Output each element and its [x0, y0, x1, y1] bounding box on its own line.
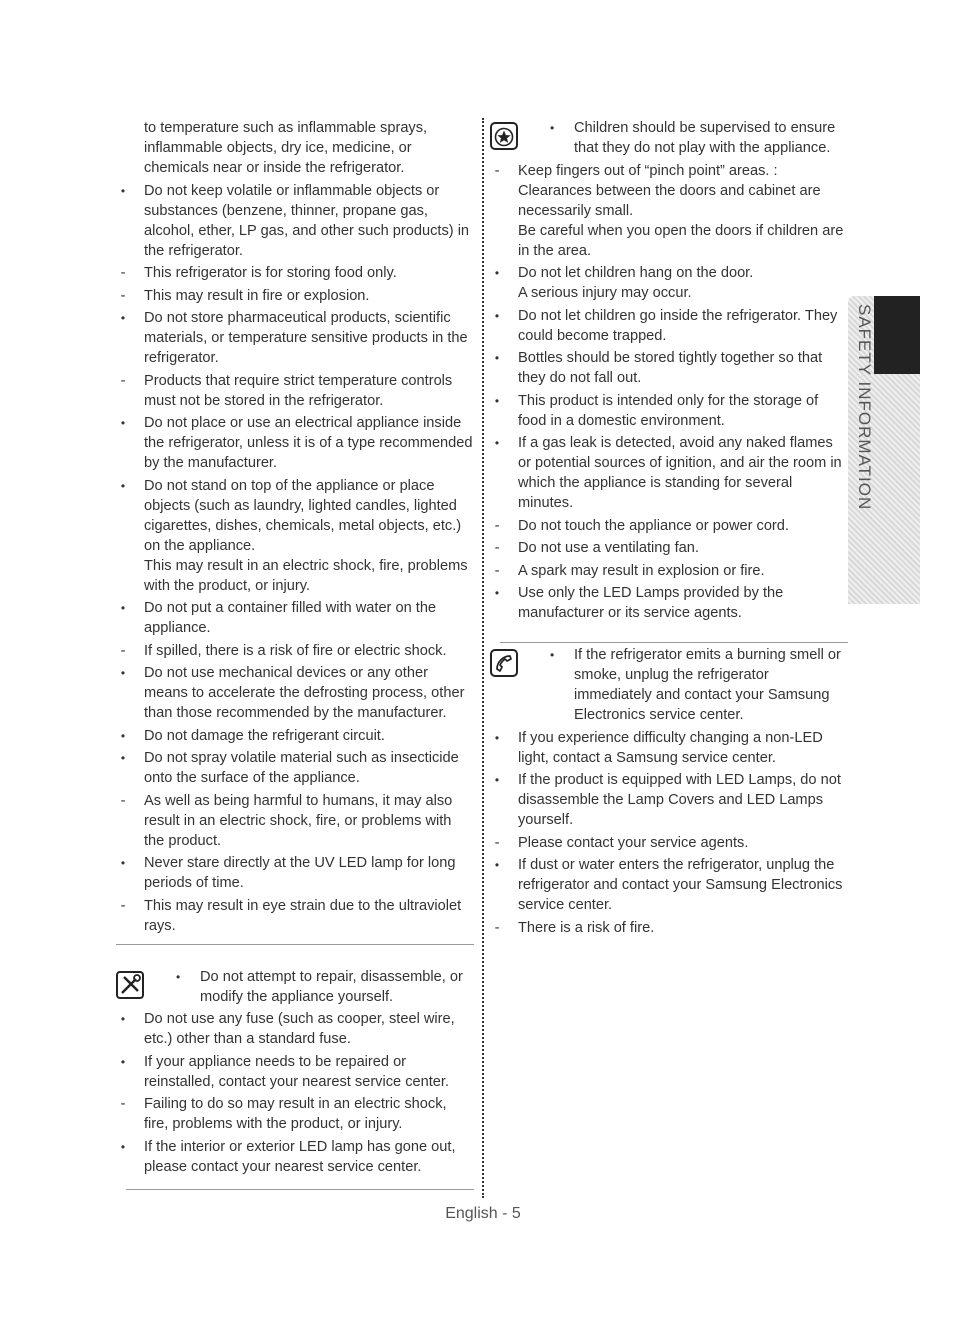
- children-warning-row: [490, 118, 848, 158]
- dash-item: [116, 263, 474, 283]
- bullet-marker: •: [494, 730, 500, 745]
- bullet-item: [116, 1009, 474, 1049]
- bullet-marker: •: [550, 121, 555, 135]
- dash-marker: -: [494, 162, 500, 179]
- bullet-item: [116, 663, 474, 723]
- bullet-item: [490, 855, 848, 915]
- item-text: Do not store pharmaceutical products, scientific materials, or temperature sensitive products in the refrigerator.: [144, 310, 468, 366]
- bullet-item: [490, 770, 848, 830]
- item-text: As well as being harmful to humans, it may also result in an electric shock, fire, or problems with the product.: [144, 792, 453, 849]
- item-text: Products that require strict temperature controls must not be stored in the refrigerator.: [144, 372, 453, 409]
- contact-lead-text: If the refrigerator emits a burning smell or smoke, unplug the refrigerator immediately and contact your Samsung Electronics service center.: [574, 647, 841, 723]
- bullet-marker: •: [494, 773, 500, 787]
- dash-marker: -: [120, 372, 126, 389]
- item-text: Use only the LED Lamps provided by the manufacturer or its service agents.: [518, 585, 784, 621]
- item-text: If you experience difficulty changing a non-LED light, contact a Samsung service center.: [518, 729, 823, 766]
- bullet-item: [490, 391, 848, 431]
- bullet-item: [490, 306, 848, 346]
- bullet-marker: •: [494, 308, 500, 323]
- bullet-marker: •: [494, 266, 500, 280]
- bullet-item: [116, 853, 474, 893]
- bullet-marker: •: [120, 311, 126, 325]
- bullet-marker: •: [120, 1139, 126, 1154]
- continued-text: [116, 118, 474, 178]
- dash-marker: -: [120, 792, 126, 809]
- bullet-item: [490, 728, 848, 768]
- item-text: This may result in eye strain due to the ultraviolet rays.: [144, 897, 462, 934]
- item-text: Do not stand on top of the appliance or place objects (such as laundry, lighted candles, lighted cigarettes, dishes, chemicals, metal objects, etc.) on the appliance.: [144, 477, 462, 554]
- section-divider-right: [500, 642, 848, 643]
- item-text: Do not use any fuse (such as cooper, steel wire, etc.) other than a standard fuse.: [144, 1011, 455, 1047]
- contact-warning-row: [490, 645, 848, 725]
- bullet-marker: •: [550, 648, 555, 662]
- dash-item: [116, 286, 474, 306]
- bullet-item: [116, 181, 474, 261]
- side-tab-dark-block: [874, 296, 920, 374]
- dash-marker: -: [120, 642, 126, 659]
- dash-item: [116, 896, 474, 945]
- bullet-item: [116, 476, 474, 596]
- bullet-item: [490, 348, 848, 388]
- item-text: Do not use mechanical devices or any other means to accelerate the defrosting process, other than those recommended by the manufacturer.: [144, 665, 465, 721]
- item-text: Do not place or use an electrical appliance inside the refrigerator, unless it is of a type recommended by the manufacturer.: [144, 415, 473, 471]
- bullet-item: [116, 748, 474, 788]
- item-text: Be careful when you open the doors if children are in the area.: [518, 222, 844, 259]
- bullet-marker: •: [120, 856, 126, 870]
- bullet-marker: •: [120, 183, 126, 198]
- contact-service-icon: [490, 649, 518, 677]
- dash-marker: -: [120, 897, 126, 914]
- bullet-item: [116, 308, 474, 368]
- item-text: If your appliance needs to be repaired or reinstalled, contact your nearest service center.: [144, 1053, 450, 1090]
- dash-item: [490, 161, 848, 261]
- left-item-list: [116, 118, 474, 945]
- item-text: Do not use a ventilating fan.: [518, 540, 699, 556]
- no-disassembly-icon: [116, 971, 144, 999]
- section-divider-left-bottom: [126, 1189, 474, 1190]
- dash-marker: -: [120, 1096, 126, 1112]
- item-text: Do not put a container filled with water on the appliance.: [144, 600, 437, 636]
- bullet-marker: •: [120, 601, 126, 615]
- dash-marker: -: [494, 517, 500, 534]
- bullet-marker: •: [120, 478, 126, 493]
- repair-item-list: [116, 1009, 474, 1177]
- item-text: Do not keep volatile or inflammable objects or substances (benzene, thinner, propane gas, alcohol, ether, LP gas, and other such products) in the refrigerator.: [144, 182, 470, 259]
- item-text: If a gas leak is detected, avoid any naked flames or potential sources of ignition, and air the room in which the appliance is standing for several minutes.: [518, 435, 842, 511]
- item-text: Bottles should be stored tightly together so that they do not fall out.: [518, 350, 823, 386]
- item-text: A serious injury may occur.: [518, 285, 692, 301]
- bullet-item: [490, 433, 848, 513]
- item-text: If spilled, there is a risk of fire or electric shock.: [144, 642, 447, 659]
- item-text: If the interior or exterior LED lamp has gone out, please contact your nearest service center.: [144, 1138, 456, 1175]
- bullet-item: [116, 1137, 474, 1177]
- children-lead-text: Children should be supervised to ensure that they do not play with the appliance.: [574, 120, 836, 156]
- right-column: [490, 118, 848, 940]
- dash-item: [116, 1094, 474, 1134]
- children-item-list: [490, 161, 848, 624]
- bullet-marker: •: [494, 436, 500, 450]
- repair-warning-row: [116, 967, 474, 1007]
- star-important-icon: [490, 122, 518, 150]
- dash-item: [490, 918, 848, 938]
- bullet-marker: •: [494, 393, 500, 408]
- bullet-marker: •: [120, 416, 126, 430]
- dash-item: [490, 561, 848, 581]
- item-text: If the product is equipped with LED Lamps, do not disassemble the Lamp Covers and LED Lamps yourself.: [518, 772, 841, 828]
- item-text: Failing to do so may result in an electric shock, fire, problems with the product, or injury.: [144, 1096, 447, 1132]
- bullet-marker: •: [494, 858, 500, 872]
- bullet-marker: •: [176, 969, 181, 984]
- dash-item: [490, 833, 848, 853]
- item-text: This may result in an electric shock, fire, problems with the product, or injury.: [144, 557, 468, 594]
- dash-item: [116, 791, 474, 851]
- page-footer: English - 5: [445, 1205, 521, 1222]
- bullet-item: [490, 263, 848, 303]
- item-text: This product is intended only for the storage of food in a domestic environment.: [518, 392, 819, 429]
- item-text: This refrigerator is for storing food only.: [144, 265, 397, 281]
- item-text: If dust or water enters the refrigerator, unplug the refrigerator and contact your Samsung Electronics service center.: [518, 857, 843, 913]
- bullet-item: [116, 413, 474, 473]
- left-column: [116, 118, 474, 1179]
- contact-item-list: [490, 728, 848, 938]
- bullet-marker: •: [494, 586, 500, 600]
- repair-lead-text: Do not attempt to repair, disassemble, or modify the appliance yourself.: [200, 968, 463, 1005]
- dash-marker: -: [120, 287, 126, 304]
- bullet-marker: •: [120, 1054, 126, 1069]
- item-text: Keep fingers out of “pinch point” areas. : Clearances between the doors and cabinet are necessarily small.: [518, 162, 821, 219]
- item-text: Never stare directly at the UV LED lamp for long periods of time.: [144, 855, 456, 891]
- item-text: Do not let children go inside the refrigerator. They could become trapped.: [518, 307, 838, 344]
- dash-item: [490, 516, 848, 536]
- item-text: This may result in fire or explosion.: [144, 287, 370, 304]
- dash-item: [116, 371, 474, 411]
- item-text: to temperature such as inflammable sprays, inflammable objects, dry ice, medicine, or chemicals near or inside the refrigerator.: [144, 120, 428, 176]
- bullet-marker: •: [120, 751, 126, 765]
- side-tab-label: SAFETY INFORMATION: [855, 304, 874, 511]
- bullet-marker: •: [494, 351, 500, 365]
- column-divider: [482, 118, 484, 1198]
- item-text: Do not damage the refrigerant circuit.: [144, 727, 385, 744]
- item-text: Do not spray volatile material such as insecticide onto the surface of the appliance.: [144, 750, 459, 786]
- dash-item: [490, 538, 848, 558]
- dash-marker: -: [494, 834, 500, 851]
- item-text: Please contact your service agents.: [518, 834, 749, 851]
- bullet-item: [116, 598, 474, 638]
- dash-marker: -: [494, 540, 500, 556]
- bullet-item: [116, 1052, 474, 1092]
- item-text: A spark may result in explosion or fire.: [518, 562, 765, 579]
- bullet-marker: •: [120, 728, 126, 743]
- section-side-tab: [848, 296, 920, 604]
- bullet-marker: •: [120, 666, 126, 680]
- item-text: Do not touch the appliance or power cord.: [518, 517, 789, 534]
- bullet-marker: •: [120, 1012, 126, 1026]
- bullet-item: [116, 726, 474, 746]
- dash-item: [116, 641, 474, 661]
- dash-marker: -: [120, 265, 126, 281]
- dash-marker: -: [494, 562, 500, 579]
- item-text: There is a risk of fire.: [518, 919, 655, 936]
- bullet-item: [490, 583, 848, 623]
- item-text: Do not let children hang on the door.: [518, 265, 754, 281]
- dash-marker: -: [494, 919, 500, 936]
